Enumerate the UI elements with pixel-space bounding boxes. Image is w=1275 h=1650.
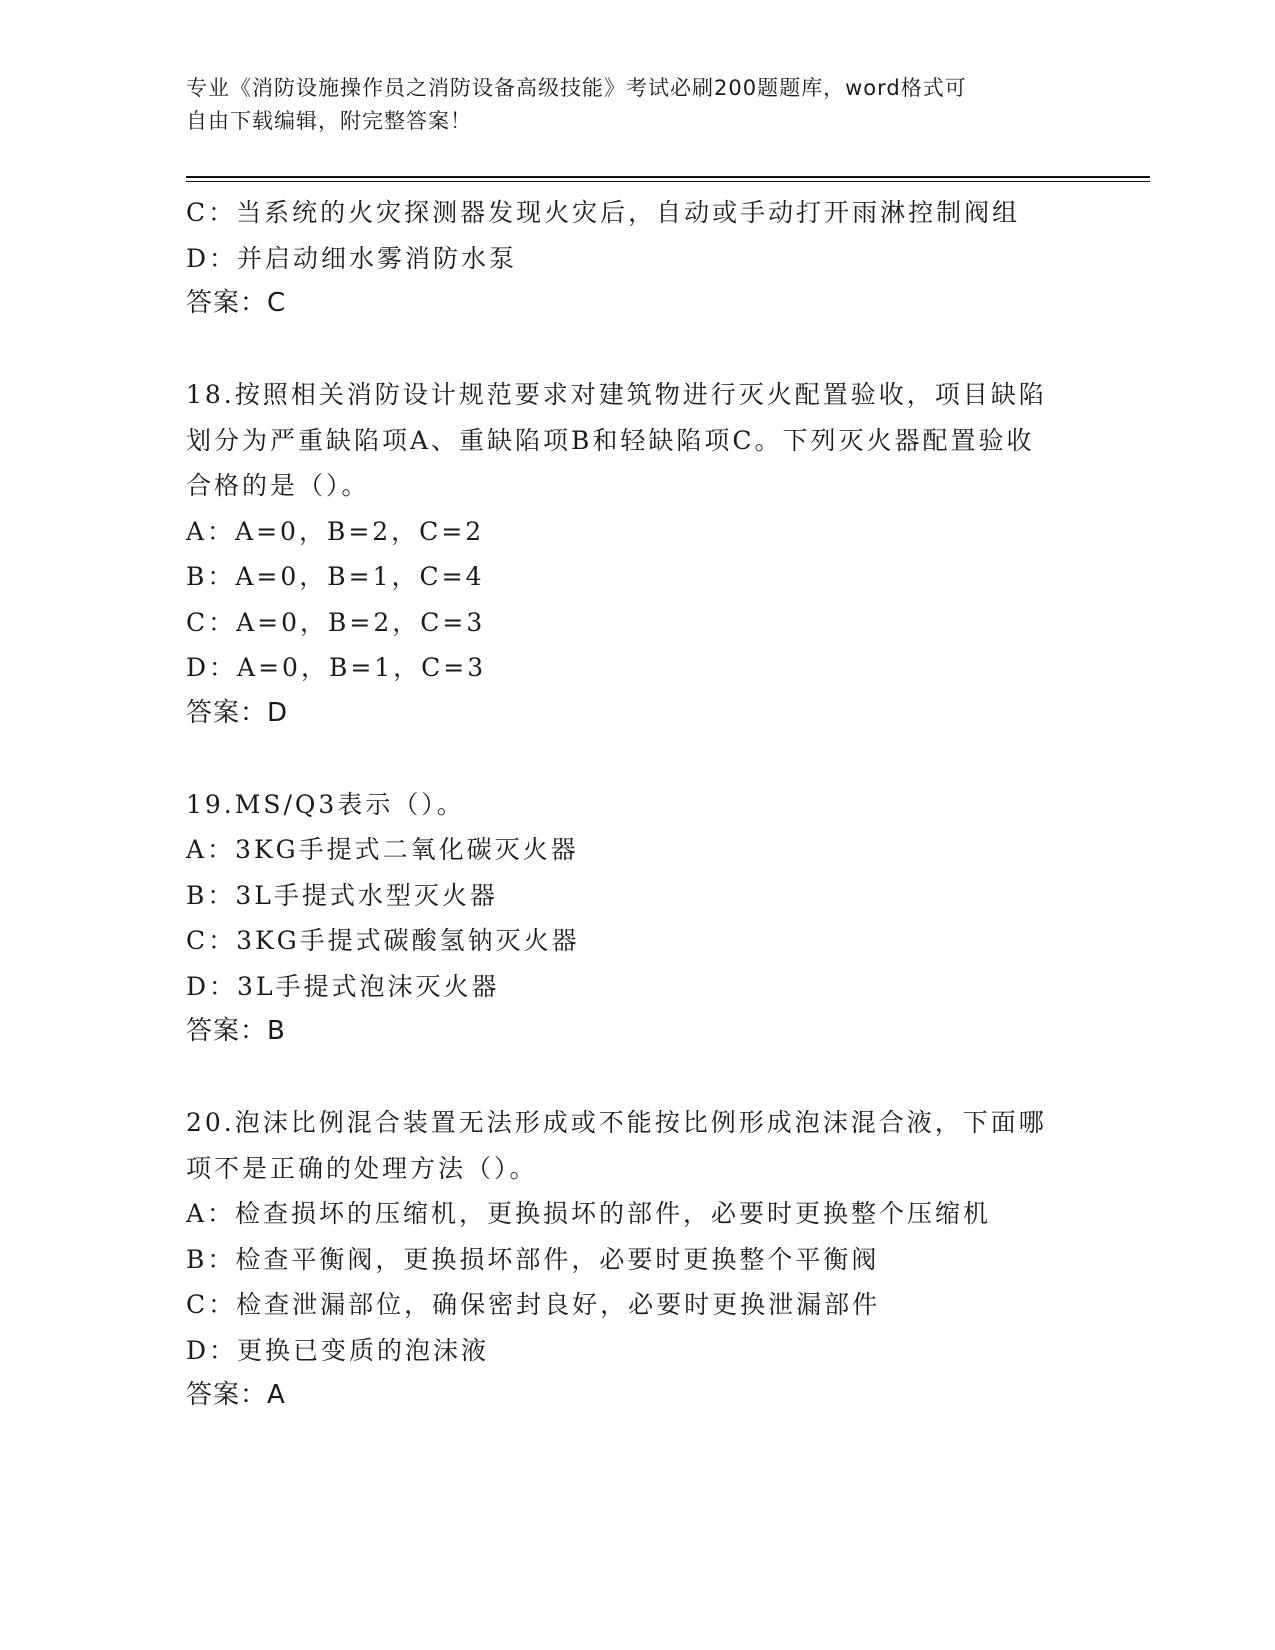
- page-header: [186, 72, 1066, 138]
- q19-option-b: B：3L手提式水型灭火器: [186, 880, 498, 910]
- q17-answer: 答案：C: [186, 288, 287, 318]
- header-rule-thin: [186, 181, 1150, 182]
- q20-answer: 答案：A: [186, 1380, 286, 1410]
- question-18: [186, 372, 1086, 736]
- spacer: [186, 327, 1086, 373]
- q18-stem-line-3: 合格的是（）。: [186, 471, 370, 500]
- header-rule-thick: [186, 176, 1150, 178]
- q19-stem-line-1: 19.MS/Q3表示（）。: [186, 789, 465, 819]
- q18-option-d: D：A=0，B=1，C=3: [186, 653, 487, 682]
- question-20: [186, 1100, 1086, 1419]
- spacer: [186, 1055, 1086, 1101]
- q19-option-d: D：3L手提式泡沫灭火器: [186, 971, 500, 1001]
- q19-answer: 答案：B: [186, 1016, 286, 1046]
- q17-option-c: C：当系统的火灾探测器发现火灾后，自动或手动打开雨淋控制阀组: [186, 198, 1021, 227]
- q18-option-c: C：A=0，B=2，C=3: [186, 607, 486, 637]
- q19-option-a: A：3KG手提式二氧化碳灭火器: [186, 835, 579, 864]
- q18-option-b: B：A=0，B=1，C=4: [186, 562, 485, 591]
- header-line-1: 专业《消防设施操作员之消防设备高级技能》考试必刷200题题库，word格式可: [186, 76, 967, 100]
- q20-option-a: A：检查损坏的压缩机，更换损坏的部件，必要时更换整个压缩机: [186, 1199, 992, 1228]
- q20-stem-line-1: 20.泡沫比例混合装置无法形成或不能按比例形成泡沫混合液，下面哪: [186, 1108, 1047, 1137]
- q20-option-d: D：更换已变质的泡沫液: [186, 1335, 490, 1365]
- q19-option-c: C：3KG手提式碳酸氢钠灭火器: [186, 926, 580, 955]
- q20-option-c: C：检查泄漏部位，确保密封良好，必要时更换泄漏部件: [186, 1290, 881, 1319]
- q18-option-a: A：A=0，B=2，C=2: [186, 516, 485, 546]
- question-content: [186, 190, 1086, 1419]
- spacer: [186, 736, 1086, 782]
- question-17: [186, 190, 1086, 327]
- q18-answer: 答案：D: [186, 697, 289, 728]
- question-19: [186, 782, 1086, 1055]
- q17-option-d: D：并启动细水雾消防水泵: [186, 243, 518, 273]
- q20-option-b: B：检查平衡阀，更换损坏部件，必要时更换整个平衡阀: [186, 1244, 880, 1274]
- q20-stem-line-2: 项不是正确的处理方法（）。: [186, 1153, 538, 1183]
- q18-stem-line-2: 划分为严重缺陷项A、重缺陷项B和轻缺陷项C。下列灭火器配置验收: [186, 425, 1035, 455]
- q18-stem-line-1: 18.按照相关消防设计规范要求对建筑物进行灭火配置验收，项目缺陷: [186, 380, 1047, 409]
- header-line-2: 自由下载编辑，附完整答案！: [186, 109, 472, 133]
